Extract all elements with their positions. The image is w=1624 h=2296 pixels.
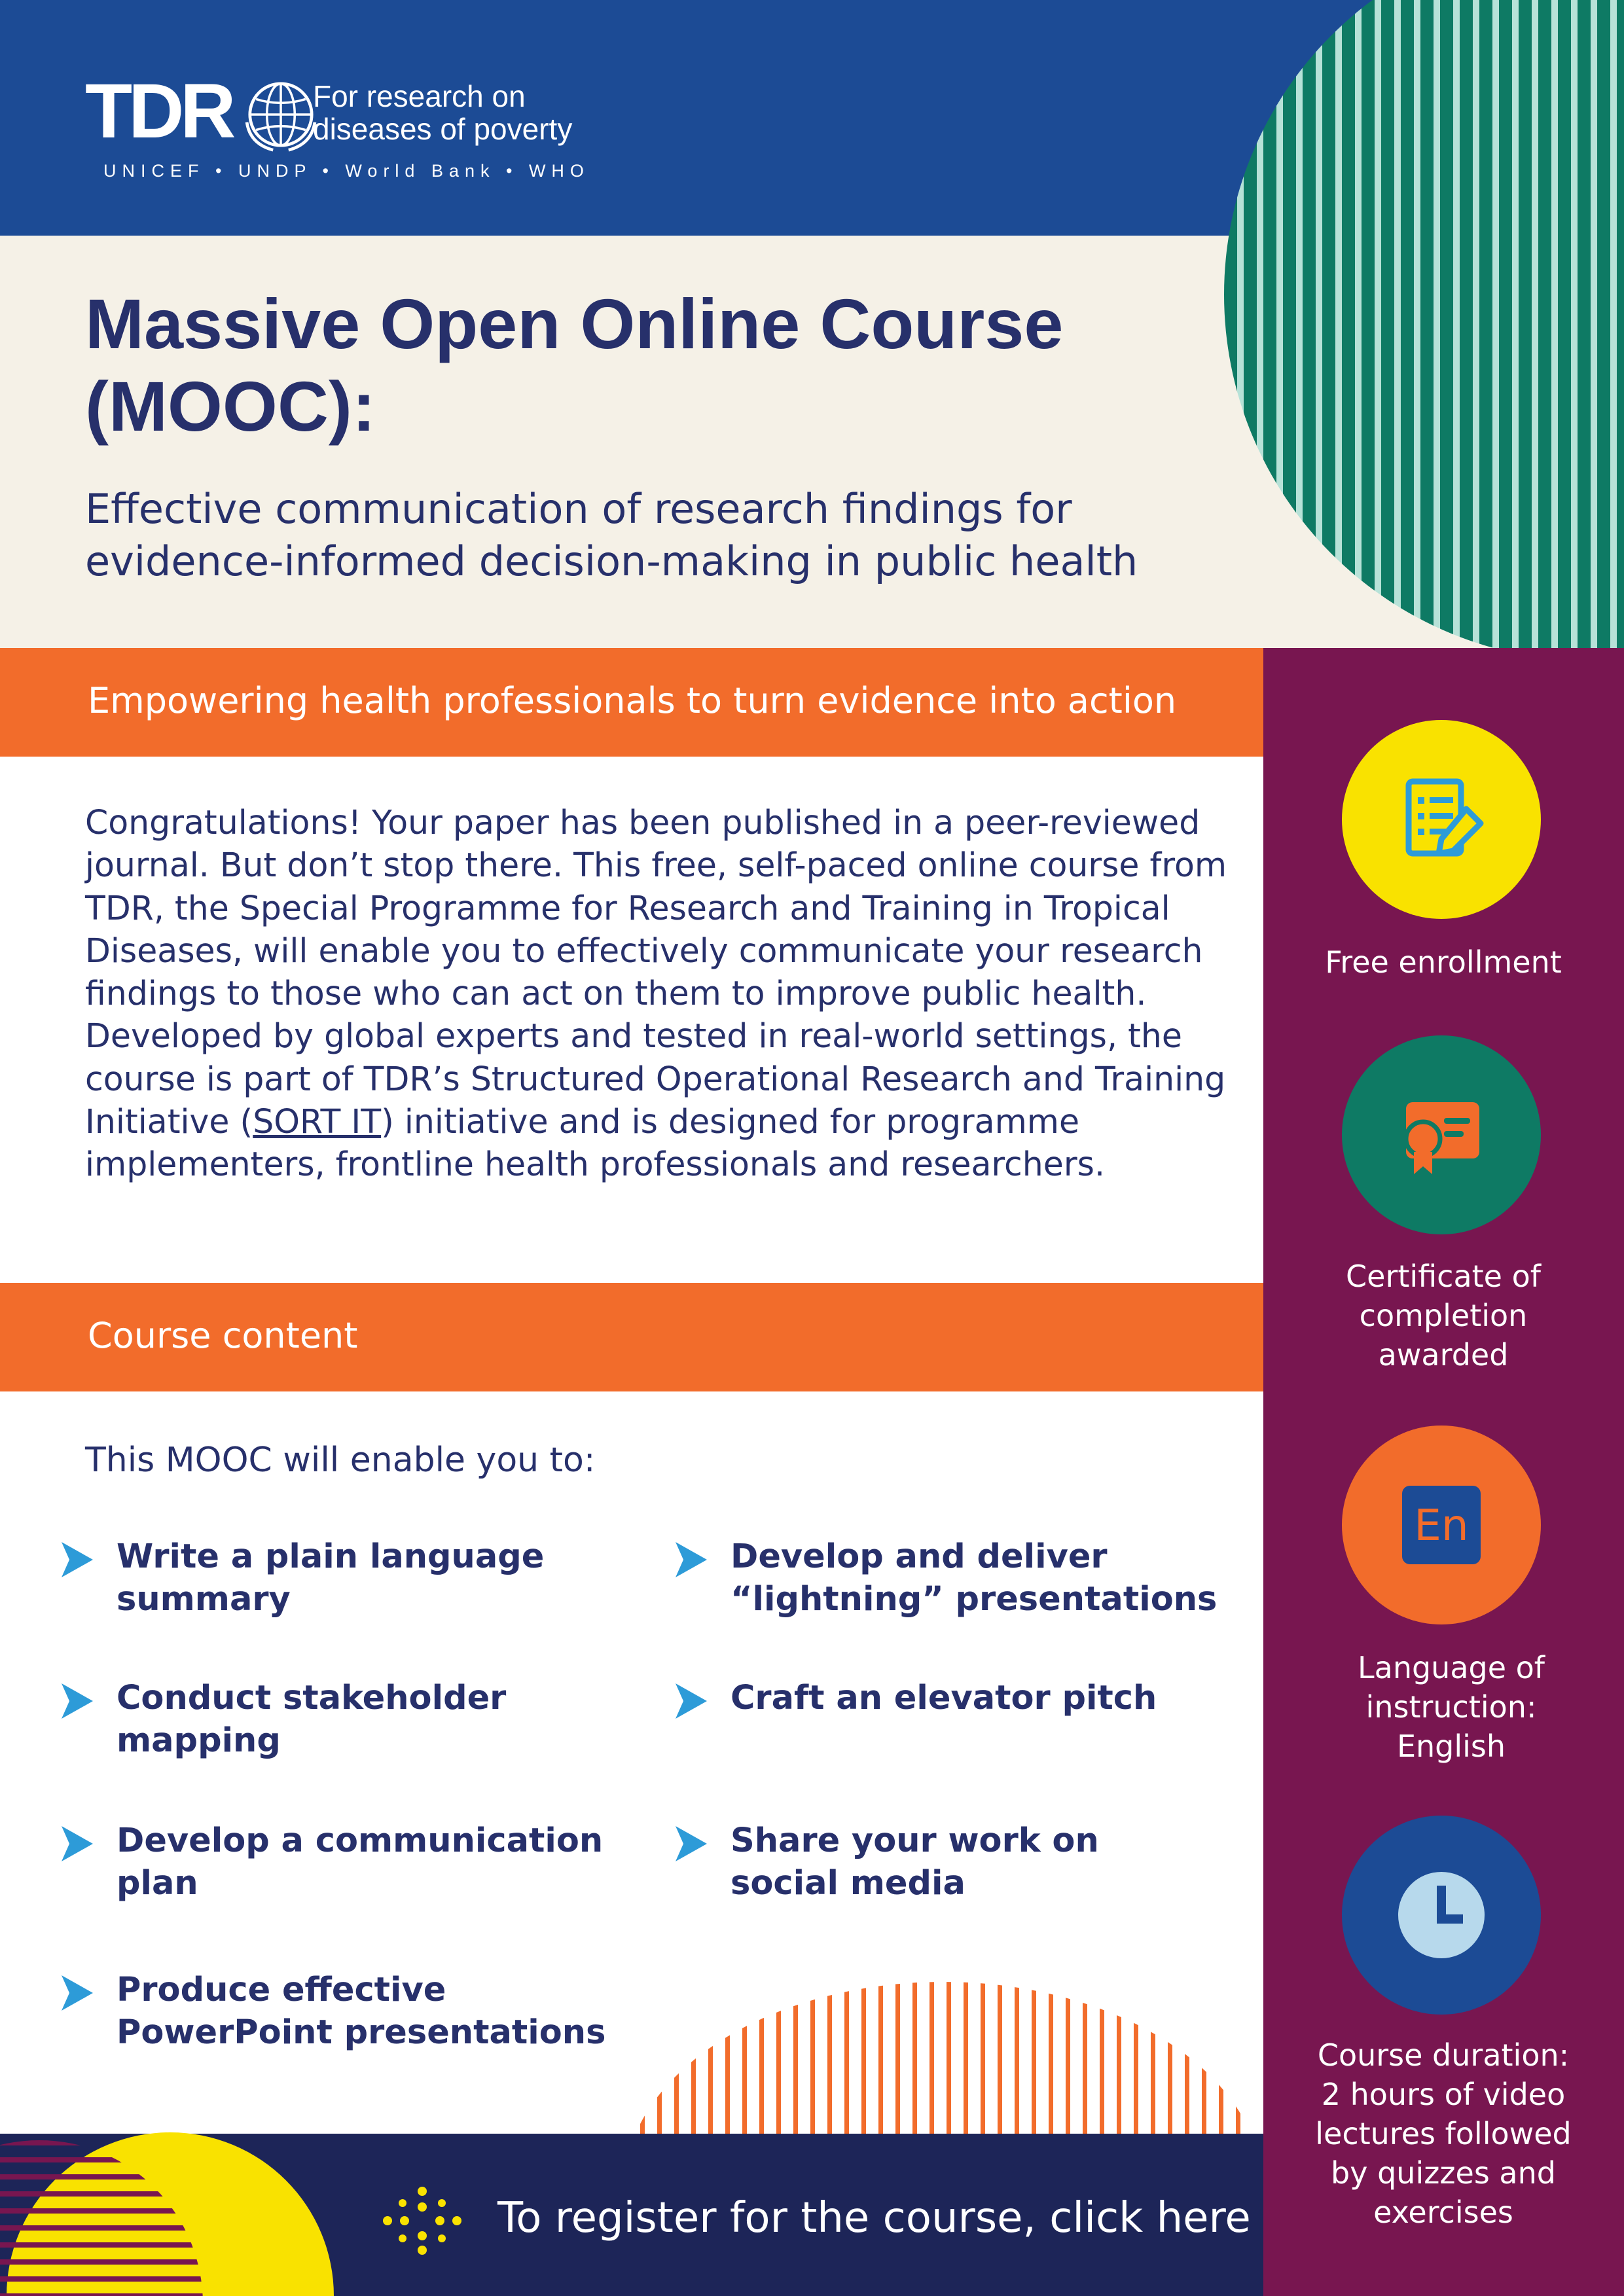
intro-text-end: ) initiative and is designed for programme implementers, frontline health professionals and researchers.: [85, 1102, 1106, 1184]
objective-line: “lightning” presentations: [731, 1580, 1218, 1619]
objective-line: summary: [117, 1580, 291, 1619]
feature-label: [1283, 942, 1604, 982]
feature-label-line: instruction:: [1365, 1689, 1537, 1725]
objective-item: [117, 1969, 640, 2054]
course-content-heading: Course content: [88, 1315, 358, 1356]
objective-line: Craft an elevator pitch: [731, 1679, 1157, 1717]
feature-label: [1291, 1648, 1612, 1766]
chevron-right-icon: [673, 1826, 708, 1861]
intro-banner: [0, 648, 1263, 757]
page-title: [85, 283, 1198, 448]
feature-label-line: 2 hours of video: [1321, 2077, 1566, 2112]
logo-wordmark: TDR: [85, 68, 232, 154]
language-icon-text: En: [1414, 1500, 1469, 1551]
sort-it-link[interactable]: SORT IT: [253, 1102, 382, 1141]
partner-organizations: UNICEF • UNDP • World Bank • WHO: [103, 161, 590, 181]
objective-line: Conduct stakeholder: [117, 1679, 507, 1717]
feature-label: [1283, 1257, 1604, 1374]
form-edit-icon: [1389, 767, 1494, 872]
sparkle-dots-icon: [380, 2185, 465, 2257]
page-subtitle: [85, 483, 1237, 588]
title-line: Massive Open Online Course: [85, 284, 1064, 363]
feature-label-line: Language of: [1358, 1650, 1545, 1685]
register-link[interactable]: To register for the course, click here: [497, 2194, 1251, 2242]
feature-label: [1283, 2036, 1604, 2232]
feature-label-line: English: [1396, 1729, 1506, 1764]
intro-text: Congratulations! Your paper has been published in a peer-reviewed journal. But don’t stop there. This free, self-paced online course from TDR, the Special Programme for Research and Training in Tropical Diseases, will enable you to effectively communicate your research findings to those who can act on them to improve public health. Developed by global experts and tested in real-world settings, the course is part of TDR’s Structured Operational Research and Training Initiative (: [85, 803, 1227, 1141]
chevron-right-icon: [59, 1683, 94, 1719]
feature-label-line: lectures followed: [1315, 2116, 1572, 2151]
objective-item: [117, 1677, 640, 1762]
feature-icon-circle: [1342, 720, 1541, 919]
feature-label-line: completion: [1359, 1298, 1528, 1333]
objective-item: [117, 1820, 640, 1905]
objective-item: [731, 1677, 1254, 1719]
tdr-logo[interactable]: [85, 68, 609, 190]
feature-icon-circle: [1342, 1816, 1541, 2015]
clock-icon: [1389, 1863, 1494, 1967]
logo-tagline: [313, 80, 614, 145]
chevron-right-icon: [59, 1975, 94, 2011]
subtitle-line: evidence-informed decision-making in public health: [85, 537, 1138, 585]
objectives-lead: This MOOC will enable you to:: [85, 1441, 596, 1480]
objective-line: Write a plain language: [117, 1537, 545, 1576]
objective-line: PowerPoint presentations: [117, 2013, 606, 2052]
objective-line: Develop and deliver: [731, 1537, 1108, 1576]
intro-paragraph: [85, 801, 1237, 1186]
feature-icon-circle: [1342, 1035, 1541, 1234]
objective-item: [117, 1535, 640, 1621]
feature-label-line: awarded: [1378, 1337, 1509, 1372]
objective-line: social media: [731, 1864, 965, 1903]
objective-item: [731, 1820, 1254, 1905]
tagline-line: diseases of poverty: [313, 112, 573, 146]
language-icon: [1389, 1473, 1494, 1577]
chevron-right-icon: [673, 1683, 708, 1719]
feature-label-line: Free enrollment: [1325, 944, 1562, 980]
feature-label-line: Certificate of: [1346, 1259, 1541, 1294]
feature-label-line: Course duration:: [1317, 2037, 1570, 2073]
objective-line: Develop a communication: [117, 1821, 604, 1860]
feature-label-line: exercises: [1373, 2195, 1513, 2230]
tagline-line: For research on: [313, 79, 526, 113]
objective-line: Share your work on: [731, 1821, 1099, 1860]
intro-banner-text: Empowering health professionals to turn evidence into action: [88, 680, 1177, 721]
objective-line: Produce effective: [117, 1971, 446, 2009]
objective-item: [731, 1535, 1254, 1621]
title-line: (MOOC):: [85, 367, 376, 446]
chevron-right-icon: [59, 1826, 94, 1861]
subtitle-line: Effective communication of research findings for: [85, 485, 1072, 533]
un-globe-icon: [242, 76, 319, 153]
chevron-right-icon: [59, 1542, 94, 1577]
chevron-right-icon: [673, 1542, 708, 1577]
objective-line: plan: [117, 1864, 198, 1903]
feature-icon-circle: [1342, 1426, 1541, 1624]
objective-line: mapping: [117, 1721, 281, 1760]
course-content-banner: [0, 1283, 1263, 1391]
feature-label-line: by quizzes and: [1331, 2155, 1556, 2191]
certificate-icon: [1389, 1083, 1494, 1187]
